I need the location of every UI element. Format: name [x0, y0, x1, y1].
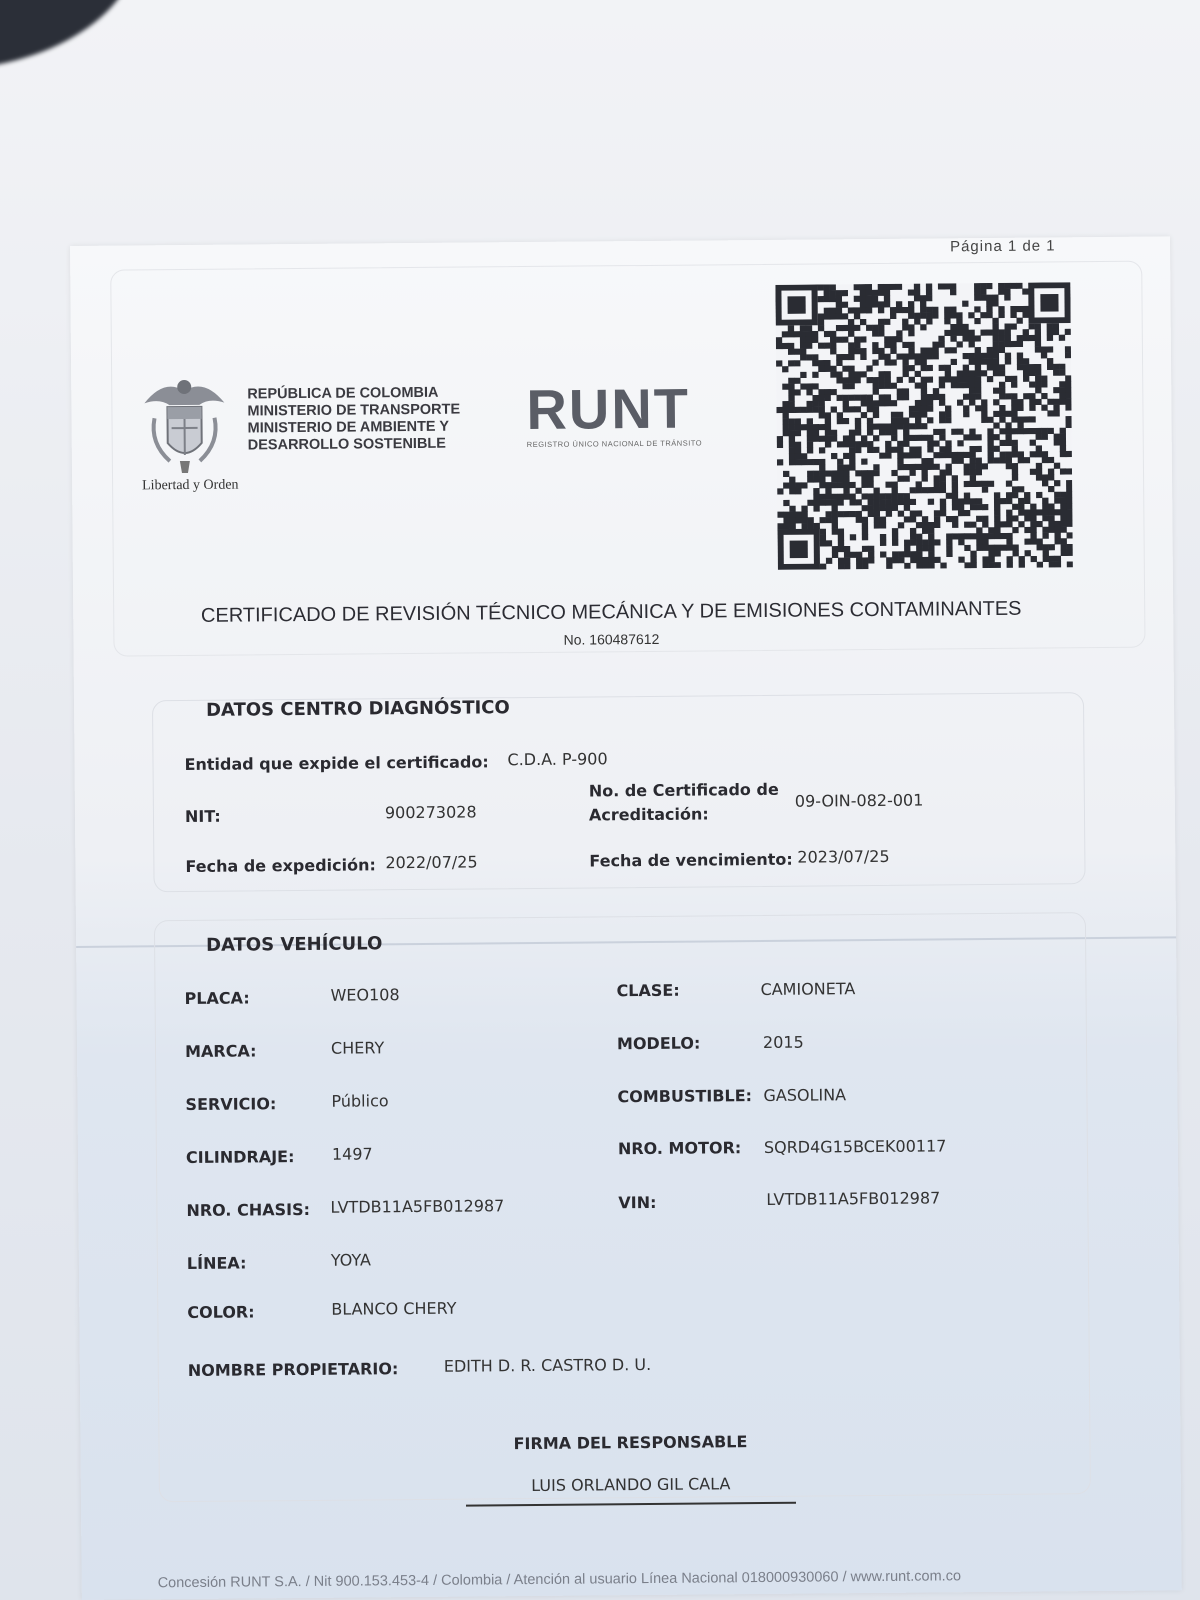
chasis-value: LVTDB11A5FB012987	[330, 1196, 505, 1217]
vehiculo-section-title: DATOS VEHÍCULO	[206, 933, 383, 956]
centro-section-title: DATOS CENTRO DIAGNÓSTICO	[205, 697, 510, 721]
combustible-label: COMBUSTIBLE:	[617, 1086, 753, 1107]
expedicion-value: 2022/07/25	[385, 852, 478, 873]
modelo-value: 2015	[762, 1032, 804, 1052]
certificate-number: No. 160487612	[563, 630, 660, 648]
ministry-line: MINISTERIO DE AMBIENTE Y	[247, 418, 450, 437]
signature-name: LUIS ORLANDO GIL CALA	[531, 1474, 731, 1496]
chasis-label: NRO. CHASIS:	[186, 1199, 311, 1221]
acreditacion-label-line: No. de Certificado de	[588, 779, 779, 801]
ministry-line: MINISTERIO DE TRANSPORTE	[247, 401, 461, 420]
ministry-block	[247, 385, 460, 455]
motor-label: NRO. MOTOR:	[617, 1138, 742, 1159]
marca-label: MARCA:	[184, 1041, 257, 1062]
nit-value: 900273028	[384, 802, 477, 823]
vin-label: VIN:	[618, 1192, 657, 1213]
servicio-label: SERVICIO:	[185, 1094, 277, 1115]
signature-line	[466, 1502, 796, 1507]
entidad-label: Entidad que expide el certificado:	[184, 752, 489, 775]
signature-label: FIRMA DEL RESPONSABLE	[513, 1432, 748, 1454]
coat-of-arms-icon	[139, 373, 230, 479]
runt-logo	[526, 376, 703, 450]
coat-of-arms-motto: Libertad y Orden	[142, 477, 239, 494]
propietario-value: EDITH D. R. CASTRO D. U.	[443, 1354, 652, 1376]
clase-value: CAMIONETA	[760, 979, 856, 1000]
motor-value: SQRD4G15BCEK00117	[763, 1136, 947, 1157]
footer-text: Concesión RUNT S.A. / Nit 900.153.453-4 / Colombia / Atención al usuario Línea Nacional 018000930060 / www.runt.com.co	[157, 1568, 962, 1592]
nit-label: NIT:	[184, 806, 221, 827]
qr-code	[775, 282, 1072, 570]
placa-value: WEO108	[330, 985, 400, 1005]
runt-logo-subtitle: REGISTRO ÚNICO NACIONAL DE TRÁNSITO	[526, 438, 703, 450]
linea-value: YOYA	[330, 1250, 372, 1270]
ministry-line: DESARROLLO SOSTENIBLE	[247, 435, 446, 454]
vin-value: LVTDB11A5FB012987	[766, 1188, 941, 1209]
page-number: Página 1 de 1	[949, 237, 1056, 256]
cilindraje-value: 1497	[331, 1144, 373, 1164]
entidad-value: C.D.A. P-900	[507, 749, 608, 770]
acreditacion-label	[589, 778, 779, 828]
servicio-value: Público	[331, 1091, 389, 1111]
expedicion-label: Fecha de expedición:	[185, 855, 376, 877]
combustible-value: GASOLINA	[763, 1085, 847, 1105]
certificate-paper	[70, 236, 1182, 1600]
marca-value: CHERY	[330, 1038, 385, 1058]
color-value: BLANCO CHERY	[331, 1298, 457, 1319]
placa-label: PLACA:	[184, 988, 250, 1009]
color-label: COLOR:	[187, 1302, 255, 1323]
modelo-label: MODELO:	[616, 1033, 701, 1054]
photo-shadow	[0, 0, 140, 70]
clase-label: CLASE:	[616, 980, 680, 1001]
ministry-line: REPÚBLICA DE COLOMBIA	[247, 384, 439, 403]
linea-label: LÍNEA:	[186, 1253, 247, 1274]
acreditacion-value: 09-OIN-082-001	[794, 790, 924, 811]
certificate-title: CERTIFICADO DE REVISIÓN TÉCNICO MECÁNICA Y DE EMISIONES CONTAMINANTES	[200, 597, 1022, 627]
vencimiento-label: Fecha de vencimiento:	[589, 849, 793, 871]
runt-logo-word: RUNT	[526, 376, 691, 442]
acreditacion-label-line: Acreditación:	[588, 804, 709, 825]
propietario-label: NOMBRE PROPIETARIO:	[187, 1359, 399, 1381]
cilindraje-label: CILINDRAJE:	[185, 1147, 295, 1168]
vencimiento-value: 2023/07/25	[797, 846, 890, 867]
